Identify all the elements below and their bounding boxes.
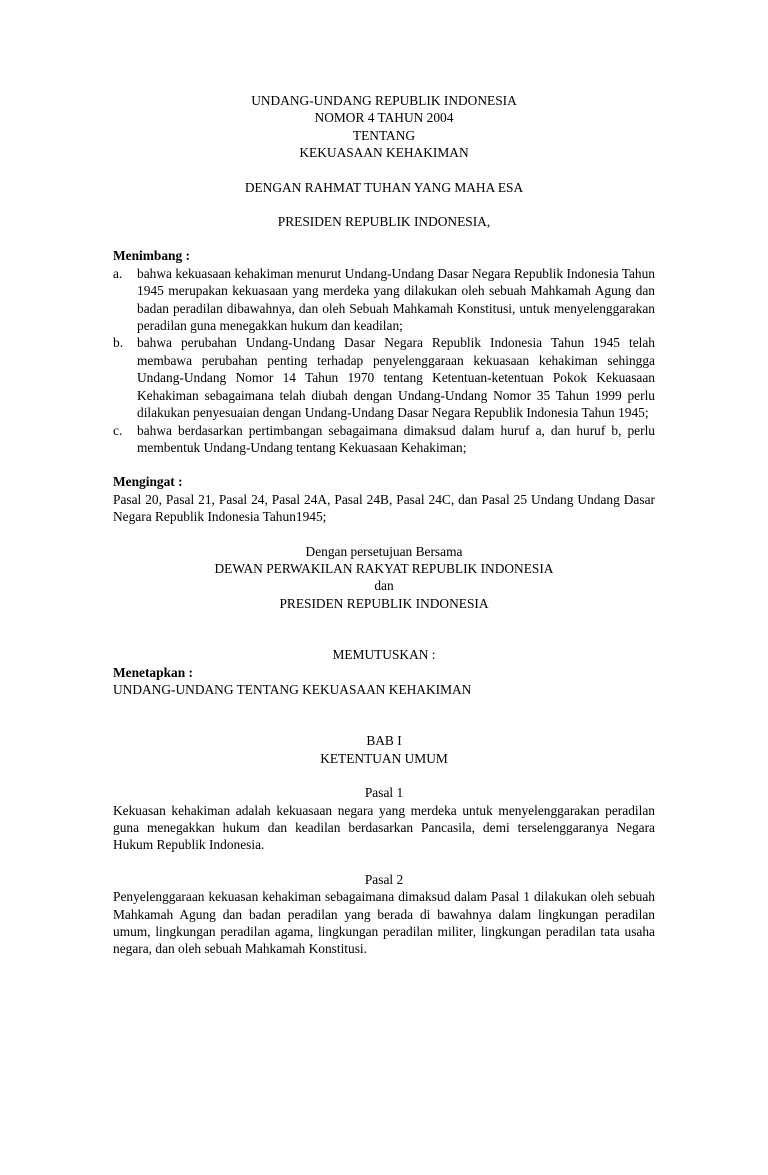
- mengingat-text: Pasal 20, Pasal 21, Pasal 24, Pasal 24A, Pasal 24B, Pasal 24C, dan Pasal 25 Undang Undang Dasar Negara Republik Indonesia Tahun1945;: [113, 491, 655, 525]
- law-title-line-1: UNDANG-UNDANG REPUBLIK INDONESIA: [251, 93, 517, 108]
- pasal-1-title: Pasal 1: [364, 785, 404, 801]
- law-title-line-2: NOMOR 4 TAHUN 2004: [314, 110, 454, 126]
- list-marker: a.: [113, 265, 123, 281]
- approval-line-2: DEWAN PERWAKILAN RAKYAT REPUBLIK INDONESIA: [214, 560, 554, 576]
- list-item: [113, 265, 655, 335]
- list-marker: b.: [113, 335, 124, 351]
- memutuskan-heading: MEMUTUSKAN :: [332, 647, 436, 663]
- bab-title: KETENTUAN UMUM: [320, 750, 448, 766]
- law-title-line-3: TENTANG: [352, 127, 416, 143]
- law-title-line-4: KEKUASAAN KEHAKIMAN: [299, 145, 469, 161]
- bab-number: BAB I: [366, 733, 402, 749]
- list-marker: c.: [113, 422, 123, 438]
- approval-line-1: Dengan persetujuan Bersama: [305, 543, 463, 559]
- list-item-text: bahwa kekuasaan kehakiman menurut Undang-Undang Dasar Negara Republik Indonesia Tahun 1945 merupakan kekuasaan yang merdeka yang dilakukan oleh sebuah Mahkamah Agung dan badan peradilan dibawahnya, dan oleh Sebuah Mahkamah Konstitusi, untuk menyelenggarakan peradilan guna menegakkan hukum dan keadilan;: [137, 265, 655, 334]
- approval-line-3: dan: [374, 578, 394, 594]
- document-body: [113, 92, 655, 958]
- list-item: [113, 422, 655, 457]
- pasal-1-text: Kekuasan kehakiman adalah kekuasaan negara yang merdeka untuk menyelenggarakan peradilan guna menegakkan hukum dan keadilan berdasarkan Pancasila, demi terselenggaranya Negara Hukum Republik Indonesia.: [113, 802, 655, 853]
- menimbang-heading: Menimbang :: [113, 248, 190, 264]
- menetapkan-text: UNDANG-UNDANG TENTANG KEKUASAAN KEHAKIMAN: [113, 681, 472, 697]
- invocation: DENGAN RAHMAT TUHAN YANG MAHA ESA: [244, 179, 524, 195]
- mengingat-heading: Mengingat :: [113, 474, 183, 490]
- menetapkan-heading: Menetapkan :: [113, 664, 193, 680]
- list-item-text: bahwa perubahan Undang-Undang Dasar Negara Republik Indonesia Tahun 1945 telah membawa perubahan penting terhadap penyelenggaraan kekuasaan kehakiman sehingga Undang-Undang Nomor 14 Tahun 1970 tentang Ketentuan-ketentuan Pokok Kekuasaan Kehakiman sebagaimana telah diubah dengan Undang-Undang Nomor 35 Tahun 1999 perlu dilakukan penyesuaian dengan Undang-Undang Dasar Negara Republik Indonesia Tahun 1945;: [137, 335, 655, 421]
- menimbang-list: [113, 265, 655, 456]
- list-item: [113, 334, 655, 421]
- list-item-text: bahwa berdasarkan pertimbangan sebagaimana dimaksud dalam huruf a, dan huruf b, perlu membentuk Undang-Undang tentang Kekuasaan Kehakiman;: [137, 422, 655, 455]
- law-title: [113, 92, 655, 162]
- pasal-2-text: Penyelenggaraan kekuasan kehakiman sebagaimana dimaksud dalam Pasal 1 dilakukan oleh sebuah Mahkamah Agung dan badan peradilan yang berada di bawahnya dalam lingkungan peradilan umum, lingkungan peradilan agama, lingkungan peradilan militer, lingkungan peradilan tata usaha negara, dan oleh sebuah Mahkamah Konstitusi.: [113, 889, 655, 957]
- approval-line-4: PRESIDEN REPUBLIK INDONESIA: [279, 595, 489, 611]
- president-heading: PRESIDEN REPUBLIK INDONESIA,: [277, 214, 491, 230]
- pasal-2-title: Pasal 2: [364, 871, 404, 887]
